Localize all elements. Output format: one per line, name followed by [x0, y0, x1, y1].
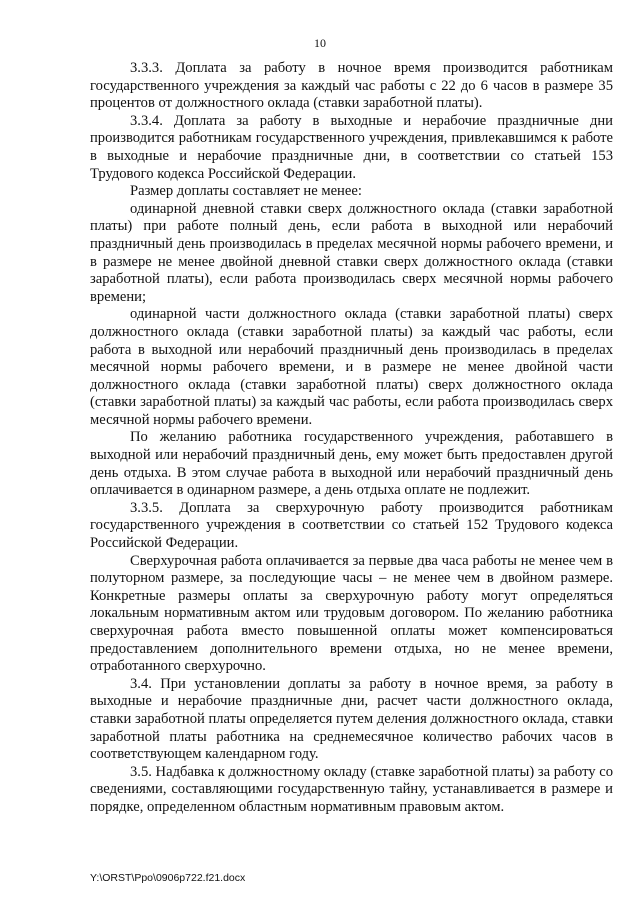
footer-file-path: Y:\ORST\Ppo\0906p722.f21.docx [90, 872, 246, 884]
paragraph-3-4: 3.4. При установлении доплаты за работу в ночное время, за работу в выходные и нерабочие праздничные дни, расчет части должностного оклада, ставки заработной платы определяется путем деления должностного оклада, ставки заработной платы работника на среднемесячное количество рабочих часов в соответствующем календарном году. [90, 675, 613, 763]
paragraph-other-rest-day: По желанию работника государственного учреждения, работавшего в выходной или нерабочий праздничный день, ему может быть предоставлен другой день отдыха. В этом случае работа в выходной или нерабочий праздничный день оплачивается в одинарном размере, а день отдыха оплате не подлежит. [90, 429, 613, 499]
paragraph-3-3-4: 3.3.4. Доплата за работу в выходные и нерабочие праздничные дни производится работникам государственного учреждения, привлекавшимся к работе в выходные и нерабочие праздничные дни, в соответствии со статьей 153 Трудового кодекса Российской Федерации. [90, 112, 613, 182]
paragraph-payment-size: Размер доплаты составляет не менее: [130, 183, 362, 200]
paragraph-3-5: 3.5. Надбавка к должностному окладу (ставке заработной платы) за работу со сведениями, составляющими государственную тайну, устанавливается в размере и порядке, определенном областным нормативным правовым актом. [90, 763, 613, 815]
paragraph-3-3-3: 3.3.3. Доплата за работу в ночное время производится работникам государственного учреждения за каждый час работы с 22 до 6 часов в размере 35 процентов от должностного оклада (ставки заработной платы). [90, 60, 613, 112]
paragraph-single-daily-rate: одинарной дневной ставки сверх должностного оклада (ставки заработной платы) при работе полный день, если работа в выходной или нерабочий праздничный день производилась в пределах месячной нормы рабочего времени, и в размере не менее двойной дневной ставки сверх должностного оклада (ставки заработной платы), если работа производилась сверх месячной нормы рабочего времени; [90, 200, 613, 305]
page-number: 10 [314, 36, 326, 50]
paragraph-overtime-payment: Сверхурочная работа оплачивается за первые два часа работы не менее чем в полуторном размере, за последующие часы – не менее чем в двойном размере. Конкретные размеры оплаты за сверхурочную работу могут определяться локальным нормативным актом или трудовым договором. По желанию работника сверхурочная работа вместо повышенной оплаты может компенсироваться предоставлением дополнительного времени отдыха, но не менее времени, отработанного сверхурочно. [90, 552, 613, 675]
document-body [90, 60, 613, 817]
paragraph-3-3-5: 3.3.5. Доплата за сверхурочную работу производится работникам государственного учреждения в соответствии со статьей 152 Трудового кодекса Российской Федерации. [90, 499, 613, 552]
paragraph-single-hourly-part: одинарной части должностного оклада (ставки заработной платы) сверх должностного оклада (ставки заработной платы) за каждый час работы, если работа в выходной или нерабочий праздничный день производилась в пределах месячной нормы рабочего времени, и в размере не менее двойной части должностного оклада (ставки заработной платы) сверх должностного оклада (ставки заработной платы) за каждый час работы, если работа производилась сверх месячной нормы рабочего времени. [90, 306, 613, 428]
